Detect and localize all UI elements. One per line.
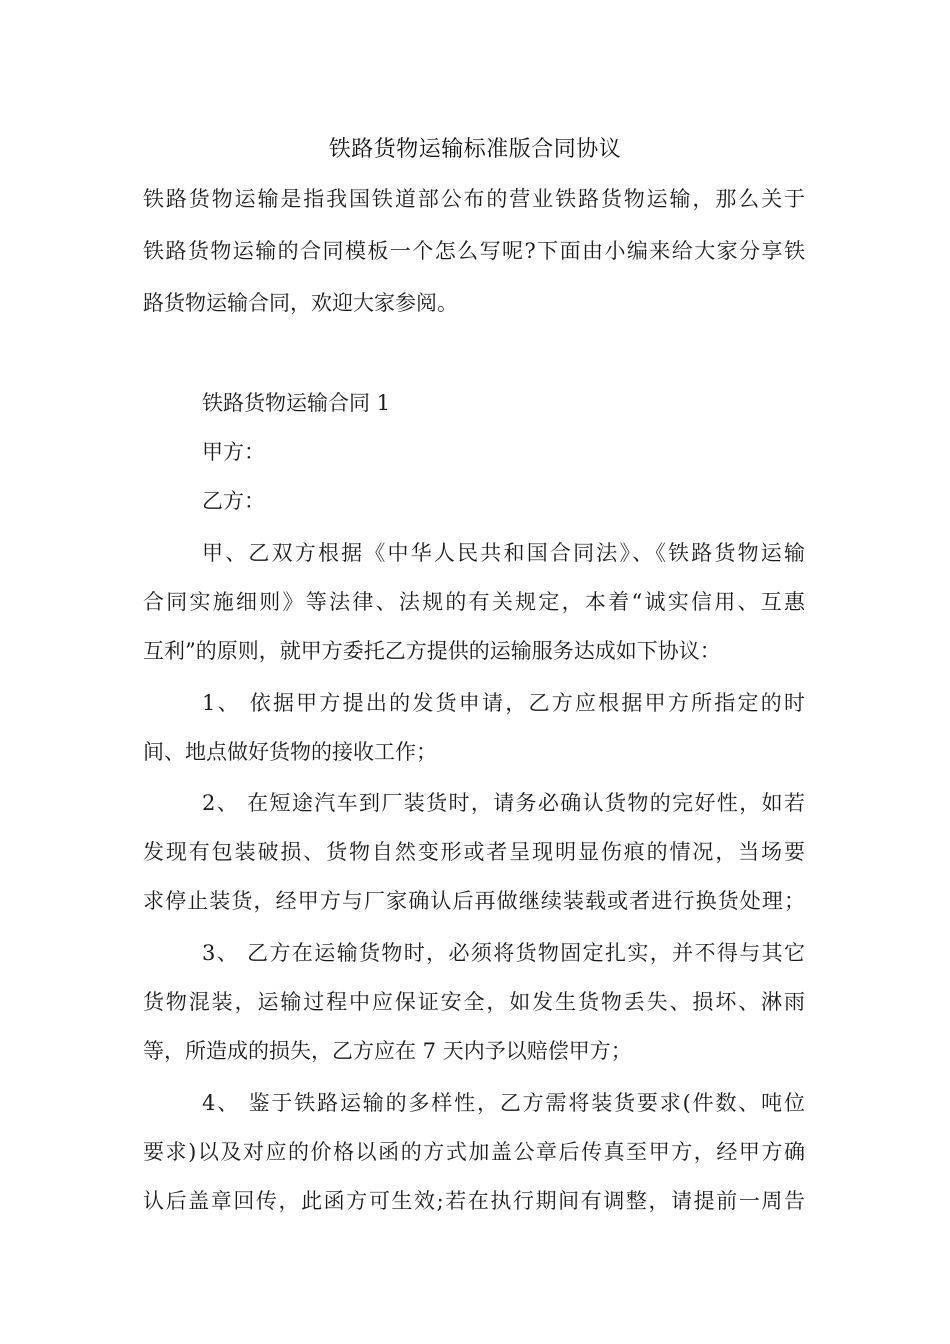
clause-4-line-3: 认后盖章回传，此函方可生效;若在执行期间有调整，请提前一周告 xyxy=(143,1189,805,1213)
intro-line-3: 路货物运输合同，欢迎大家参阅。 xyxy=(143,291,458,315)
party-a-label: 甲方： xyxy=(202,440,265,464)
clause-1-line-1: 1、 依据甲方提出的发货申请，乙方应根据甲方所指定的时 xyxy=(202,691,805,715)
party-b-label: 乙方： xyxy=(202,489,265,513)
preamble-line-2: 合同实施细则》等法律、法规的有关规定，本着“诚实信用、互惠 xyxy=(143,590,805,614)
clause-2-line-1: 2、 在短途汽车到厂装货时，请务必确认货物的完好性，如若 xyxy=(202,791,805,815)
clause-3-line-3: 等，所造成的损失，乙方应在 7 天内予以赔偿甲方； xyxy=(143,1039,632,1063)
clause-1-line-2: 间、地点做好货物的接收工作； xyxy=(143,740,437,764)
intro-line-2: 铁路货物运输的合同模板一个怎么写呢?下面由小编来给大家分享铁 xyxy=(143,239,805,263)
preamble-line-1: 甲、乙双方根据《中华人民共和国合同法》、《铁路货物运输 xyxy=(202,541,805,565)
clause-4-line-2: 要求)以及对应的价格以函的方式加盖公章后传真至甲方，经甲方确 xyxy=(143,1140,805,1164)
clause-3-line-1: 3、 乙方在运输货物时，必须将货物固定扎实，并不得与其它 xyxy=(202,941,805,965)
intro-line-1: 铁路货物运输是指我国铁道部公布的营业铁路货物运输，那么关于 xyxy=(143,187,805,211)
clause-2-line-2: 发现有包装破损、货物自然变形或者呈现明显伤痕的情况，当场要 xyxy=(143,840,805,864)
document-title: 铁路货物运输标准版合同协议 xyxy=(328,137,622,162)
clause-4-line-1: 4、 鉴于铁路运输的多样性，乙方需将装货要求(件数、吨位 xyxy=(202,1091,805,1115)
clause-2-line-3: 求停止装货，经甲方与厂家确认后再做继续装载或者进行换货处理； xyxy=(143,889,805,913)
contract-heading: 铁路货物运输合同 1 xyxy=(202,391,391,415)
preamble-line-3: 互利”的原则，就甲方委托乙方提供的运输服务达成如下协议： xyxy=(143,639,721,663)
clause-3-line-2: 货物混装，运输过程中应保证安全，如发生货物丢失、损坏、淋雨 xyxy=(143,990,805,1014)
